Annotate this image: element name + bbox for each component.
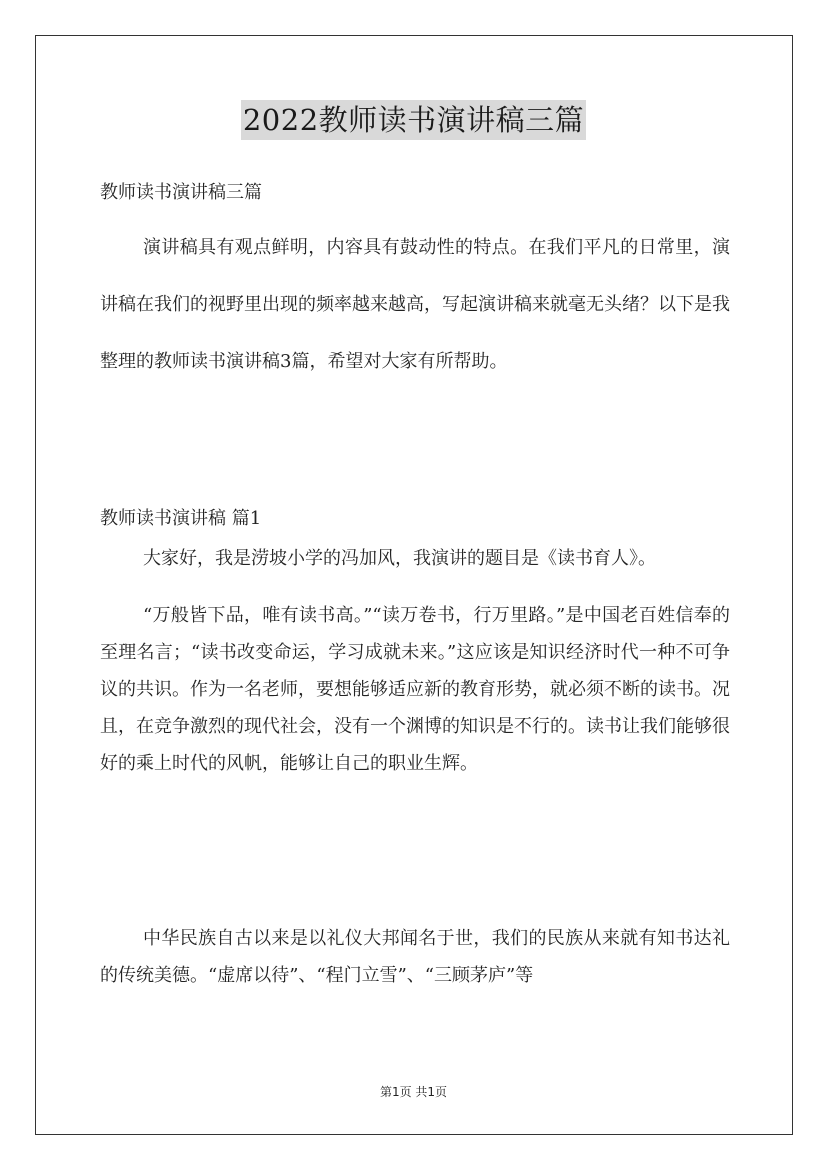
document-subtitle: 教师读书演讲稿三篇 [100, 182, 262, 203]
intro-paragraph: 演讲稿具有观点鲜明，内容具有鼓动性的特点。在我们平凡的日常里，演讲稿在我们的视野里出现的频率越来越高，写起演讲稿来就毫无头绪？以下是我整理的教师读书演讲稿3篇，希望对大家有所帮助。 [100, 237, 730, 372]
page-footer: 第1页 共1页 [379, 1085, 448, 1099]
body-paragraph-1: 大家好，我是涝坡小学的冯加风，我演讲的题目是《读书育人》。 [143, 548, 656, 569]
body-paragraph-2: “万般皆下品，唯有读书高。”“读万卷书，行万里路。”是中国老百姓信奉的至理名言；“读书改变命运，学习成就未来。”这应该是知识经济时代一种不可争议的共识。作为一名老师，要想能够适应新的教育形势，就必须不断的读书。况且，在竞争激烈的现代社会，没有一个渊博的知识是不行的。读书让我们能够很好的乘上时代的风帆，能够让自己的职业生辉。 [100, 605, 730, 774]
title-container [0, 100, 827, 140]
section-heading: 教师读书演讲稿 篇1 [100, 508, 262, 529]
document-title: 2022教师读书演讲稿三篇 [241, 100, 586, 140]
body-paragraph-3: 中华民族自古以来是以礼仪大邦闻名于世，我们的民族从来就有知书达礼的传统美德。“虚席以待”、“程门立雪”、“三顾茅庐”等 [100, 928, 730, 986]
